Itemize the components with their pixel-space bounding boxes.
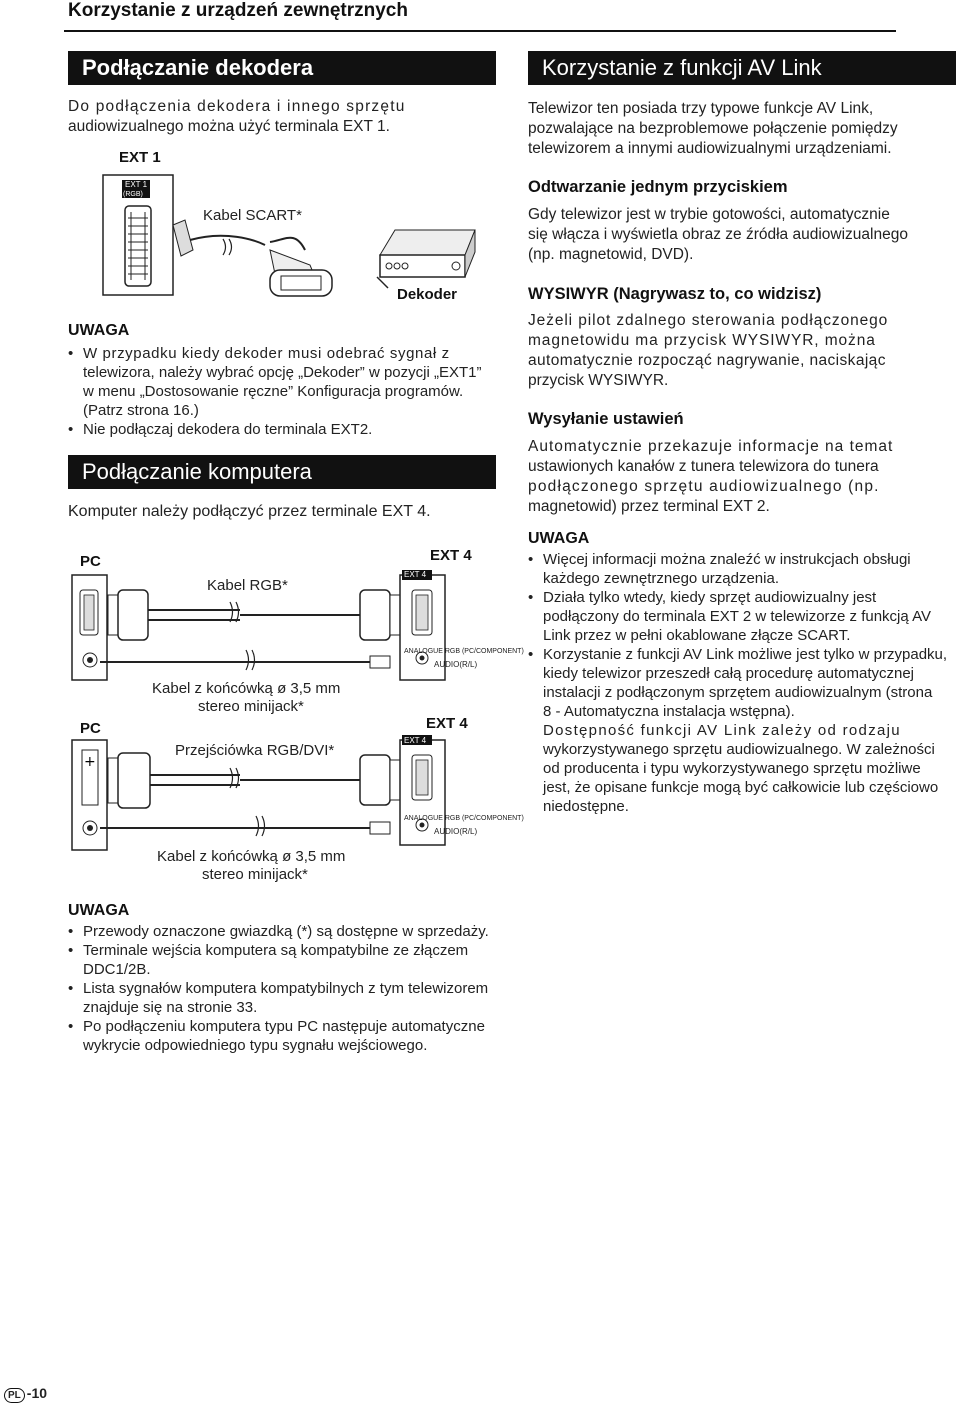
avlink-note-cont: podłączony do terminala EXT 2 w telewizorze z funkcją AV bbox=[543, 608, 931, 625]
settings-text-2: ustawionych kanałów z tunera telewizora do tunera bbox=[528, 458, 879, 475]
decoder-note-cont: (Patrz strona 16.) bbox=[83, 402, 199, 419]
dvi-plug bbox=[118, 753, 150, 808]
computer-intro: Komputer należy podłączyć przez terminale EXT 4. bbox=[68, 503, 431, 520]
header-rule bbox=[64, 30, 896, 32]
avlink-intro-3: telewizorem a innymi audiowizualnymi urządzeniami. bbox=[528, 140, 892, 157]
avlink-notes bbox=[528, 551, 958, 817]
avlink-note-cont: Link przez w pełni okablowane złącze SCART. bbox=[543, 627, 851, 644]
pc-label-2: PC bbox=[80, 720, 101, 737]
scart-plug-left bbox=[173, 220, 193, 256]
decoder-note-title: UWAGA bbox=[68, 322, 130, 339]
minijack-label-1a: Kabel z końcówką ø 3,5 mm bbox=[152, 680, 341, 697]
analogue-label-1: ANALOGUE RGB (PC/COMPONENT) bbox=[404, 648, 524, 655]
ext4-label-1: EXT 4 bbox=[430, 547, 472, 564]
computer-note-title: UWAGA bbox=[68, 902, 130, 919]
settings-title: Wysyłanie ustawień bbox=[528, 410, 684, 428]
avlink-note-cont: 8 - Automatyczna instalacja wstępna). bbox=[543, 703, 795, 720]
ext1-small-label: EXT 1 bbox=[125, 180, 148, 189]
avlink-note: • Korzystanie z funkcji AV Link możliwe jest tylko w przypadku, bbox=[528, 646, 958, 664]
decoder-scart-socket bbox=[270, 270, 332, 296]
avlink-note-cont: Dostępność funkcji AV Link zależy od rodzaju bbox=[543, 722, 901, 739]
avlink-note-cont: każdego zewnętrznego urządzenia. bbox=[543, 570, 779, 587]
decoder-note-cont: w menu „Dostosowanie ręczne” Konfiguracja programów. bbox=[83, 383, 464, 400]
avlink-intro-1: Telewizor ten posiada trzy typowe funkcje AV Link, bbox=[528, 100, 874, 117]
decoder-note-cont: telewizora, należy wybrać opcję „Dekoder” w pozycji „EXT1” bbox=[83, 364, 482, 381]
decoder-notes bbox=[68, 345, 498, 440]
decoder-intro-1: Do podłączenia dekodera i innego sprzętu bbox=[68, 98, 406, 115]
decoder-intro-2: audiowizualnego można użyć terminala EXT 1. bbox=[68, 118, 390, 135]
decoder-note: • Nie podłączaj dekodera do terminala EXT2. bbox=[68, 421, 498, 439]
wysiwyr-title: WYSIWYR (Nagrywasz to, co widzisz) bbox=[528, 285, 822, 303]
ext1-label: EXT 1 bbox=[119, 149, 161, 166]
decoder-note: • W przypadku kiedy dekoder musi odebrać sygnał z bbox=[68, 345, 498, 363]
decoder-section-title: Podłączanie dekodera bbox=[68, 51, 496, 85]
scart-cable-label: Kabel SCART* bbox=[203, 207, 302, 224]
minijack-label-2a: Kabel z końcówką ø 3,5 mm bbox=[157, 848, 346, 865]
computer-notes bbox=[68, 923, 502, 1056]
avlink-intro-2: pozwalające na bezproblemowe połączenie pomiędzy bbox=[528, 120, 898, 137]
page-header: Korzystanie z urządzeń zewnętrznych bbox=[68, 0, 408, 21]
computer-note-cont: DDC1/2B. bbox=[83, 961, 151, 978]
computer-note: • Terminale wejścia komputera są kompatybilne ze złączem bbox=[68, 942, 502, 960]
ext4-small-1: EXT 4 bbox=[404, 570, 427, 579]
wysiwyr-text-1: Jeżeli pilot zdalnego sterowania podłączonego bbox=[528, 312, 889, 329]
rgb-small-label: (RGB) bbox=[123, 191, 143, 198]
avlink-note-title: UWAGA bbox=[528, 530, 590, 547]
avlink-note-cont: kiedy telewizor przeszedł całą procedurę automatycznej bbox=[543, 665, 915, 682]
vga-plug-right-2 bbox=[360, 755, 390, 805]
onetouch-text-3: (np. magnetowid, DVD). bbox=[528, 246, 694, 263]
wysiwyr-text-4: przycisk WYSIWYR. bbox=[528, 372, 669, 389]
ext4-small-2: EXT 4 bbox=[404, 736, 427, 745]
avlink-note-cont: jest, że opisane funkcje mogą być całkowicie lub częściowo bbox=[543, 779, 939, 796]
page-number: -10 bbox=[26, 1385, 48, 1401]
analogue-label-2: ANALOGUE RGB (PC/COMPONENT) bbox=[404, 815, 524, 822]
computer-note: • Lista sygnałów komputera kompatybilnych z tym telewizorem bbox=[68, 980, 502, 998]
computer-note: • Po podłączeniu komputera typu PC następuje automatyczne bbox=[68, 1018, 502, 1036]
computer-section-title: Podłączanie komputera bbox=[68, 455, 496, 489]
ext4-label-2: EXT 4 bbox=[426, 715, 468, 732]
avlink-note: • Działa tylko wtedy, kiedy sprzęt audiowizualny jest bbox=[528, 589, 958, 607]
avlink-note-cont: instalacji z podłączonym sprzętem audiowizualnym (strona bbox=[543, 684, 933, 701]
settings-text-3: podłączonego sprzętu audiowizualnego (np. bbox=[528, 478, 880, 495]
pc-label-1: PC bbox=[80, 553, 101, 570]
audio-label-1: AUDIO(R/L) bbox=[434, 660, 478, 669]
decoder-top bbox=[380, 230, 475, 255]
avlink-note-cont: od producenta i typu wykorzystywanego sprzętu możliwe bbox=[543, 760, 921, 777]
audio-label-2: AUDIO(R/L) bbox=[434, 827, 478, 836]
vga-plug-right bbox=[360, 590, 390, 640]
decoder-label: Dekoder bbox=[397, 286, 458, 303]
vga-plug-left bbox=[118, 590, 148, 640]
computer-note-cont: znajduje się na stronie 33. bbox=[83, 999, 258, 1016]
avlink-section-title: Korzystanie z funkcji AV Link bbox=[528, 51, 956, 85]
rgb-cable-label: Kabel RGB* bbox=[207, 577, 288, 594]
avlink-note-cont: wykorzystywanego sprzętu audiowizualnego. W zależności bbox=[543, 741, 935, 758]
settings-text-1: Automatycznie przekazuje informacje na temat bbox=[528, 438, 894, 455]
onetouch-title: Odtwarzanie jednym przyciskiem bbox=[528, 178, 788, 196]
adapter-label: Przejściówka RGB/DVI* bbox=[175, 742, 335, 759]
svg-text:+: + bbox=[84, 754, 96, 770]
onetouch-text-2: się włącza i wyświetla obraz ze źródła audiowizualnego bbox=[528, 226, 908, 243]
minijack-label-1b: stereo minijack* bbox=[198, 698, 304, 715]
wysiwyr-text-2: magnetowidu ma przycisk WYSIWYR, można bbox=[528, 332, 876, 349]
settings-text-4: magnetowid) przez terminal EXT 2. bbox=[528, 498, 770, 515]
computer-note-cont: wykrycie odpowiedniego typu sygnału wejściowego. bbox=[83, 1037, 428, 1054]
avlink-note-cont: niedostępne. bbox=[543, 798, 629, 815]
onetouch-text-1: Gdy telewizor jest w trybie gotowości, automatycznie bbox=[528, 206, 890, 223]
scart-cable bbox=[190, 236, 305, 250]
minijack-label-2b: stereo minijack* bbox=[202, 866, 308, 883]
page-footer bbox=[4, 1385, 47, 1403]
wysiwyr-text-3: automatycznie rozpocząć nagrywanie, naciskając bbox=[528, 352, 886, 369]
language-badge: PL bbox=[4, 1388, 25, 1403]
avlink-note: • Więcej informacji można znaleźć w instrukcjach obsługi bbox=[528, 551, 958, 569]
computer-note: • Przewody oznaczone gwiazdką (*) są dostępne w sprzedaży. bbox=[68, 923, 502, 941]
